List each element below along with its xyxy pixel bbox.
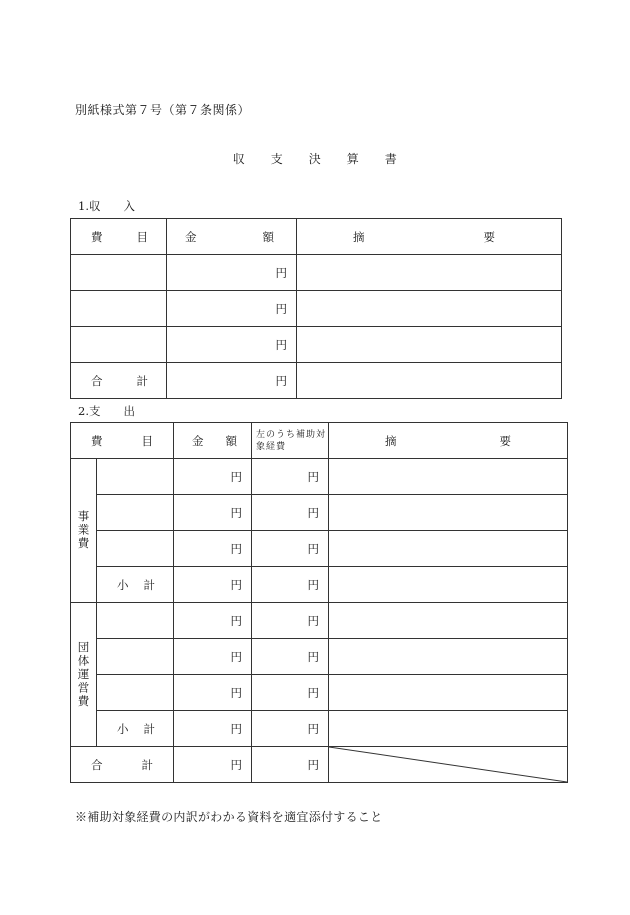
income-row (71, 327, 562, 363)
expense-amount-cell[interactable]: 円 (174, 603, 252, 639)
expense-header-subsidy: 左のうち補助対象経費 (252, 423, 329, 459)
expense-summary-cell[interactable] (329, 603, 568, 639)
subtotal-amount[interactable]: 円 (174, 711, 252, 747)
expense-item-cell[interactable] (97, 495, 174, 531)
expense-item-cell[interactable] (97, 639, 174, 675)
income-item-cell[interactable] (71, 255, 167, 291)
subtotal-summary[interactable] (329, 567, 568, 603)
subtotal-label: 小 計 (97, 711, 174, 747)
expense-subsidy-cell[interactable]: 円 (252, 639, 329, 675)
expense-row (71, 531, 568, 567)
expense-amount-cell[interactable]: 円 (174, 531, 252, 567)
income-summary-cell[interactable] (297, 327, 562, 363)
expense-item-cell[interactable] (97, 603, 174, 639)
income-item-cell[interactable] (71, 327, 167, 363)
diagonal-strike-line (329, 747, 567, 782)
expense-subtotal-row (71, 711, 568, 747)
subtotal-label: 小 計 (97, 567, 174, 603)
expense-summary-cell[interactable] (329, 639, 568, 675)
income-summary-cell[interactable] (297, 255, 562, 291)
income-item-cell[interactable] (71, 291, 167, 327)
expense-subsidy-cell[interactable]: 円 (252, 495, 329, 531)
income-header-item: 費 目 (71, 219, 167, 255)
subtotal-subsidy[interactable]: 円 (252, 711, 329, 747)
income-amount-cell[interactable]: 円 (167, 291, 297, 327)
income-amount-cell[interactable]: 円 (167, 327, 297, 363)
expense-amount-cell[interactable]: 円 (174, 495, 252, 531)
income-total-summary[interactable] (297, 363, 562, 399)
income-total-amount[interactable]: 円 (167, 363, 297, 399)
group-label-operation: 団体運営費 (71, 603, 97, 747)
expense-subtotal-row (71, 567, 568, 603)
expense-row (71, 495, 568, 531)
expense-amount-cell[interactable]: 円 (174, 675, 252, 711)
expense-summary-cell[interactable] (329, 675, 568, 711)
expense-summary-cell[interactable] (329, 459, 568, 495)
income-header-summary: 摘 要 (297, 219, 562, 255)
expense-total-amount[interactable]: 円 (174, 747, 252, 783)
income-total-row (71, 363, 562, 399)
expense-section-heading: 2.支 出 (78, 404, 135, 418)
expense-total-row (71, 747, 568, 783)
income-header-row (71, 219, 562, 255)
expense-item-cell[interactable] (97, 531, 174, 567)
expense-total-label: 合 計 (71, 747, 174, 783)
income-total-label: 合 計 (71, 363, 167, 399)
subtotal-summary[interactable] (329, 711, 568, 747)
expense-total-summary-crossed (329, 747, 568, 783)
expense-item-cell[interactable] (97, 675, 174, 711)
expense-row (71, 459, 568, 495)
income-header-amount: 金 額 (167, 219, 297, 255)
expense-table (70, 422, 568, 783)
expense-item-cell[interactable] (97, 459, 174, 495)
expense-header-row (71, 423, 568, 459)
income-row (71, 255, 562, 291)
group-label-business: 事業費 (71, 459, 97, 603)
expense-subsidy-cell[interactable]: 円 (252, 675, 329, 711)
expense-subsidy-cell[interactable]: 円 (252, 531, 329, 567)
income-row (71, 291, 562, 327)
form-number: 別紙様式第７号（第７条関係） (75, 103, 251, 117)
income-summary-cell[interactable] (297, 291, 562, 327)
expense-header-item: 費 目 (71, 423, 174, 459)
expense-row (71, 675, 568, 711)
expense-subsidy-cell[interactable]: 円 (252, 603, 329, 639)
expense-row (71, 603, 568, 639)
expense-header-summary: 摘 要 (329, 423, 568, 459)
expense-summary-cell[interactable] (329, 495, 568, 531)
expense-amount-cell[interactable]: 円 (174, 459, 252, 495)
expense-row (71, 639, 568, 675)
expense-summary-cell[interactable] (329, 531, 568, 567)
expense-header-amount: 金 額 (174, 423, 252, 459)
subtotal-subsidy[interactable]: 円 (252, 567, 329, 603)
expense-amount-cell[interactable]: 円 (174, 639, 252, 675)
subtotal-amount[interactable]: 円 (174, 567, 252, 603)
income-table (70, 218, 562, 399)
income-section-heading: 1.収 入 (78, 199, 135, 213)
footnote: ※補助対象経費の内訳がわかる資料を適宜添付すること (75, 810, 383, 824)
document-title: 収 支 決 算 書 (232, 152, 398, 166)
income-amount-cell[interactable]: 円 (167, 255, 297, 291)
expense-total-subsidy[interactable]: 円 (252, 747, 329, 783)
expense-subsidy-cell[interactable]: 円 (252, 459, 329, 495)
